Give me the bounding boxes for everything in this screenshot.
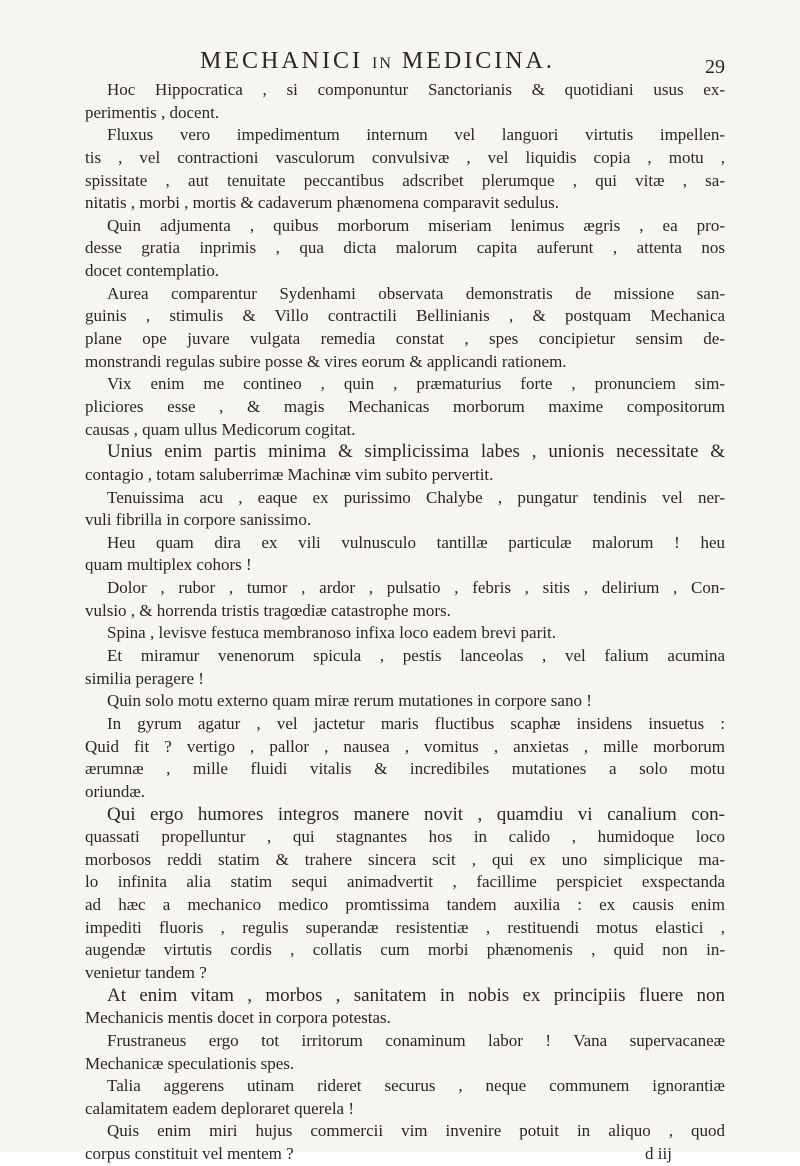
text-line: docet contemplatio. xyxy=(85,261,220,281)
text-line: quassati propelluntur , qui stagnantes hos in calido , humidoque loco xyxy=(85,827,725,847)
text-line: contagio , totam saluberrimæ Machinæ vim subito pervertit. xyxy=(85,464,494,484)
text-line: pliciores esse , & magis Mechanicas morborum maxime compositorum xyxy=(85,396,725,416)
text-line: Et miramur venenorum spicula , pestis lanceolas , vel falium acumina xyxy=(107,646,725,666)
text-line: Aurea comparentur Sydenhami observata demonstratis de missione san- xyxy=(107,283,725,303)
text-line xyxy=(85,1143,725,1166)
running-title-in: IN xyxy=(372,55,393,72)
text-line: Vix enim me contineo , quin , præmaturius forte , pronunciem sim- xyxy=(107,374,725,394)
text-line: lo infinita alia statim sequi animadvertit , facillime perspiciet exspectanda xyxy=(85,872,725,892)
text-line: quam multiplex cohors ! xyxy=(85,555,252,575)
text-line: augendæ virtutis cordis , collatis cum morbi phænomenis , quid non in- xyxy=(85,940,725,960)
body-text xyxy=(85,79,725,1166)
text-line: Mechanicæ speculationis spes. xyxy=(85,1053,295,1073)
text-line: tis , vel contractioni vasculorum convulsivæ , vel liquidis copia , motu , xyxy=(85,147,725,167)
text-line: Quin adjumenta , quibus morborum miseriam lenimus ægris , ea pro- xyxy=(107,215,725,235)
running-title xyxy=(200,48,555,75)
text-line: monstrandi regulas subire posse & vires eorum & applicandi rationem. xyxy=(85,351,567,371)
text-line: Tenuissima acu , eaque ex purissimo Chalybe , pungatur tendinis vel ner- xyxy=(107,487,725,507)
text-line: Unius enim partis minima & simplicissima labes , unionis necessitate & xyxy=(107,441,725,463)
text-line: Heu quam dira ex vili vulnusculo tantillæ particulæ malorum ! heu xyxy=(107,532,725,552)
text-line: ærumnæ , mille fluidi vitalis & incredibiles mutationes a solo motu xyxy=(85,759,725,779)
page-number: 29 xyxy=(705,56,725,78)
text-line: Quis enim miri hujus commercii vim invenire potuit in aliquo , quod xyxy=(107,1121,725,1141)
text-line: perimentis , docent. xyxy=(85,102,220,122)
text-line: impediti fluoris , regulis superandæ resistentiæ , restituendi motus elastici , xyxy=(85,917,725,937)
text-line: similia peragere ! xyxy=(85,668,204,688)
text-line: ad hæc a mechanico medico promtissima tandem auxilia : ex causis enim xyxy=(85,895,725,915)
running-title-end: MEDICINA. xyxy=(401,48,555,74)
text-line: oriundæ. xyxy=(85,781,145,801)
text-line: Hoc Hippocratica , si componuntur Sanctorianis & quotidiani usus ex- xyxy=(107,80,725,99)
text-line: Mechanicis mentis docet in corpora potestas. xyxy=(85,1008,391,1028)
text-line: vulsio , & horrenda tristis tragœdiæ catastrophe mors. xyxy=(85,600,451,620)
text-line: Talia aggerens utinam rideret securus , neque communem ignorantiæ xyxy=(107,1076,725,1096)
text-line: Quid fit ? vertigo , pallor , nausea , vomitus , anxietas , mille morborum xyxy=(85,736,725,756)
text-line: spissitate , aut tenuitate peccantibus adscribet plerumque , qui vitæ , sa- xyxy=(85,170,725,190)
text-line: desse gratia inprimis , qua dicta malorum capita auferunt , attenta nos xyxy=(85,238,725,258)
text-line: Spina , levisve festuca membranoso infixa loco eadem brevi parit. xyxy=(107,623,556,643)
text-line: At enim vitam , morbos , sanitatem in nobis ex principiis fluere non xyxy=(107,984,725,1006)
text-line: Qui ergo humores integros manere novit , quamdiu vi canalium con- xyxy=(107,803,725,825)
text-line: In gyrum agatur , vel jactetur maris fluctibus scaphæ insidens insuetus : xyxy=(107,713,725,733)
text-line: Dolor , rubor , tumor , ardor , pulsatio , febris , sitis , delirium , Con- xyxy=(107,578,725,598)
running-head xyxy=(0,48,800,80)
text-line: calamitatem eadem deploraret querela ! xyxy=(85,1098,355,1118)
text-line: venietur tandem ? xyxy=(85,962,207,982)
text-line: morbosos reddi statim & trahere sincera scit , qui ex uno simplicique ma- xyxy=(85,849,725,869)
text-line: guinis , stimulis & Villo contractili Bellinianis , & postquam Mechanica xyxy=(85,306,725,326)
text-line: Frustraneus ergo tot irritorum conaminum labor ! Vana supervacaneæ xyxy=(107,1030,725,1050)
text-line-content: corpus constituit vel mentem ? xyxy=(85,1144,294,1164)
text-line: Quin solo motu externo quam miræ rerum mutationes in corpore sano ! xyxy=(107,691,592,711)
text-line: vuli fibrilla in corpore sanissimo. xyxy=(85,510,312,530)
text-line: nitatis , morbi , mortis & cadaverum phænomena comparavit sedulus. xyxy=(85,193,560,213)
text-line: plane ope juvare vulgata remedia constat , spes concipietur sensim de- xyxy=(85,329,725,349)
running-title-main: MECHANICI xyxy=(200,48,363,74)
signature-mark: d iij xyxy=(645,1144,672,1164)
text-line: Fluxus vero impedimentum internum vel languori virtutis impellen- xyxy=(107,125,725,145)
text-line: causas , quam ullus Medicorum cogitat. xyxy=(85,419,356,439)
